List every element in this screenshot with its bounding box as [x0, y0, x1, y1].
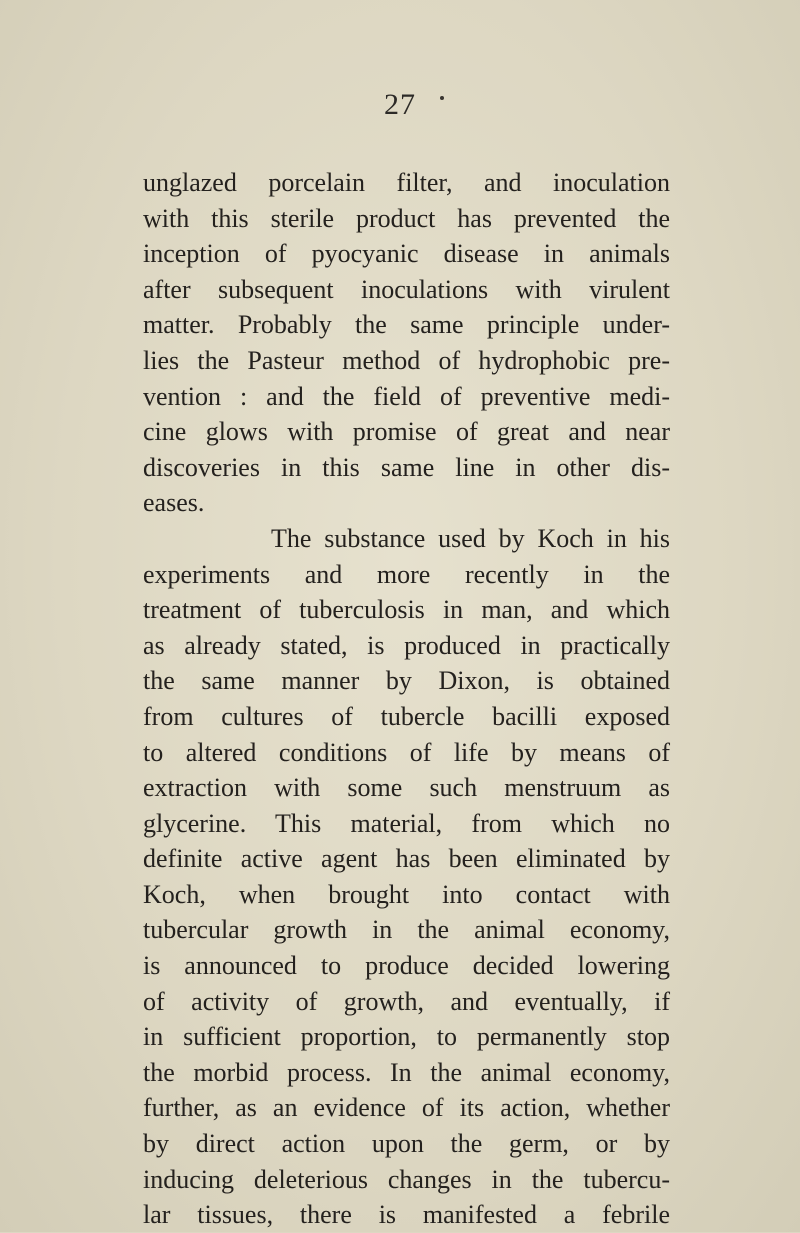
text-line: to altered conditions of life by means of: [143, 737, 670, 767]
text-line: is announced to produce decided lowering: [143, 951, 670, 981]
text-line: discoveries in this same line in other dis-: [143, 452, 670, 482]
text-line: inception of pyocyanic disease in animals: [143, 239, 670, 269]
text-line: the same manner by Dixon, is obtained: [143, 666, 670, 696]
text-line: the morbid process. In the animal economy,: [143, 1057, 670, 1087]
text-line: Koch, when brought into contact with: [143, 879, 670, 909]
speck-mark: [440, 96, 444, 100]
text-line: with this sterile product has prevented the: [143, 203, 670, 233]
text-line: by direct action upon the germ, or by: [143, 1129, 670, 1159]
text-line: matter. Probably the same principle under-: [143, 310, 670, 340]
text-line: extraction with some such menstruum as: [143, 773, 670, 803]
text-line: unglazed porcelain filter, and inoculation: [143, 168, 670, 197]
text-line: after subsequent inoculations with virulent: [143, 274, 670, 304]
text-line: lar tissues, there is manifested a febrile: [143, 1200, 670, 1230]
text-line: of activity of growth, and eventually, if: [143, 986, 670, 1016]
text-line: from cultures of tubercle bacilli exposed: [143, 701, 670, 731]
text-line: vention : and the field of preventive medi-: [143, 381, 670, 411]
text-line: eases.: [143, 488, 205, 518]
text-line: as already stated, is produced in practically: [143, 630, 670, 660]
text-line: treatment of tuberculosis in man, and which: [143, 595, 670, 625]
text-line: further, as an evidence of its action, whether: [143, 1093, 670, 1123]
text-line: definite active agent has been eliminated by: [143, 844, 670, 874]
text-line: lies the Pasteur method of hydrophobic pre-: [143, 345, 670, 375]
page-number: 27: [384, 88, 416, 121]
text-line: experiments and more recently in the: [143, 559, 670, 589]
text-line: tubercular growth in the animal economy,: [143, 915, 670, 945]
text-line: cine glows with promise of great and near: [143, 417, 670, 447]
body-text: [143, 165, 670, 1233]
text-line-paragraph-start: The substance used by Koch in his: [271, 523, 670, 553]
text-line: glycerine. This material, from which no: [143, 808, 670, 838]
text-line: inducing deleterious changes in the tubercu-: [143, 1164, 670, 1194]
text-line: in sufficient proportion, to permanently stop: [143, 1022, 670, 1052]
